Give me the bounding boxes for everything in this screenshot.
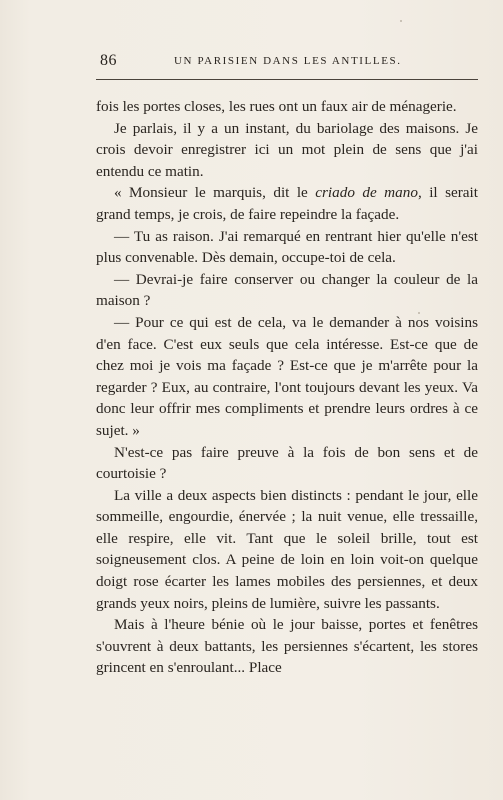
paragraph-dialogue: — Pour ce qui est de cela, va le demander à nos voisins d'en face. C'est eux seuls que cela intéresse. Est-ce que de chez moi je vois ma façade ? Est-ce que je m'arrête pour la regarder ? Eux, au contraire, l'ont toujours devant les yeux. Va donc leur offrir mes compliments et prendre leurs ordres à ce sujet. » xyxy=(96,313,478,439)
running-title: UN PARISIEN DANS LES ANTILLES. xyxy=(174,55,402,67)
paragraph-continuation: fois les portes closes, les rues ont un faux air de ménagerie. xyxy=(96,98,457,115)
paper-speck xyxy=(400,20,402,22)
paragraph-dialogue: — Tu as raison. J'ai remarqué en rentrant hier qu'elle n'est plus convenable. Dès demain, occupe-toi de cela. xyxy=(96,227,478,267)
paragraph: La ville a deux aspects bien distincts : pendant le jour, elle sommeille, engourdie, énervée ; la nuit venue, elle tressaille, elle respire, elle vit. Tant que le soleil brille, tout est soigneusement clos. A peine de loin en loin voit-on quelque doigt rose écarter les lames mobiles des persiennes, et deux grands yeux noirs, pleins de lumière, suivre les passants. xyxy=(96,486,478,612)
body-text xyxy=(96,96,478,679)
italic-phrase: criado de mano xyxy=(315,184,418,202)
header-rule xyxy=(96,79,478,80)
page-number: 86 xyxy=(100,52,117,69)
paragraph: Je parlais, il y a un instant, du bariolage des maisons. Je crois devoir enregistrer ici un mot plein de sens que j'ai entendu ce matin. xyxy=(96,119,478,180)
paragraph-dialogue: — Devrai-je faire conserver ou changer la couleur de la maison ? xyxy=(96,270,478,310)
paper-speck xyxy=(418,312,420,314)
paragraph: Mais à l'heure bénie où le jour baisse, portes et fenêtres s'ouvrent à deux battants, les persiennes s'écartent, les stores grincent en s'enroulant... Place xyxy=(96,616,478,677)
paragraph-quote-start: « Monsieur le marquis, dit le criado de mano, il serait grand temps, je crois, de faire repeindre la façade. xyxy=(96,184,478,223)
paragraph: N'est-ce pas faire preuve à la fois de bon sens et de courtoisie ? xyxy=(96,443,478,483)
page-header xyxy=(96,52,478,74)
